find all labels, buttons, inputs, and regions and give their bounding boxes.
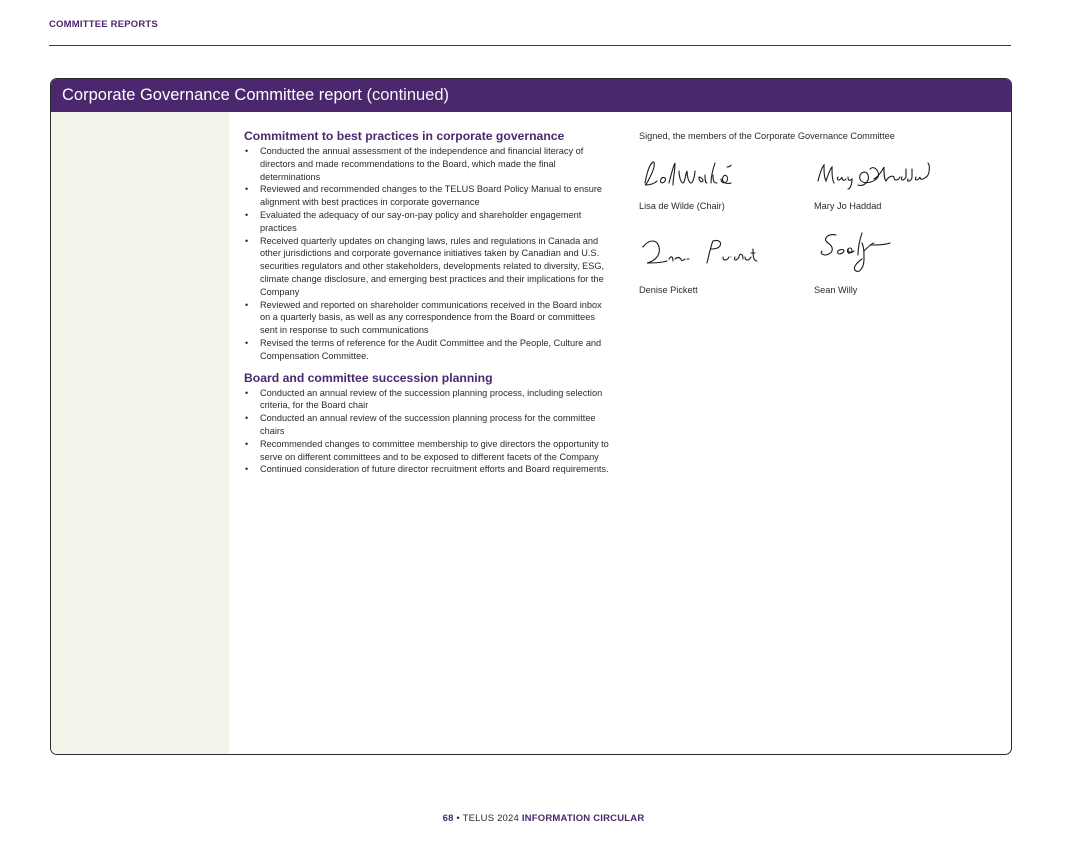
signature-block bbox=[639, 233, 799, 303]
list-item: • Recommended changes to committee membership to give directors the opportunity to serve on different committees and to be exposed to different facets of the Company bbox=[244, 438, 614, 464]
signature-grid bbox=[639, 141, 979, 321]
list-item: • Evaluated the adequacy of our say-on-pay policy and shareholder engagement practices bbox=[244, 209, 614, 235]
list-item: • Conducted the annual assessment of the independence and financial literacy of directors and made recommendations to the Board, which made the final determinations bbox=[244, 145, 614, 183]
list-item: • Continued consideration of future director recruitment efforts and Board requirements. bbox=[244, 463, 614, 476]
list-item: • Reviewed and recommended changes to the TELUS Board Policy Manual to ensure alignment with best practices in corporate governance bbox=[244, 183, 614, 209]
list-item: • Conducted an annual review of the succession planning process, including selection criteria, for the Board chair bbox=[244, 387, 614, 413]
list-item: • Reviewed and reported on shareholder communications received in the Board inbox on a quarterly basis, as well as any correspondence from the Board or committees sent in response to such communications bbox=[244, 299, 614, 337]
report-card bbox=[50, 78, 1012, 755]
left-band bbox=[51, 112, 229, 754]
footer-company-year: TELUS 2024 bbox=[462, 813, 522, 824]
section-best-practices bbox=[244, 129, 614, 363]
signature-mary-jo-haddad bbox=[814, 157, 944, 193]
section-title: Commitment to best practices in corporate governance bbox=[244, 129, 565, 143]
list-item: • Received quarterly updates on changing laws, rules and regulations in Canada and other jurisdictions and corporate governance initiatives taken by Canadian and U.S. securities regulators and other stakeholders, developments related to diversity, ESG, climate change disclosure, and emerging best practices and their implications for the Company bbox=[244, 235, 614, 299]
signer-name: Sean Willy bbox=[814, 285, 858, 295]
signer-name: Lisa de Wilde (Chair) bbox=[639, 201, 725, 211]
section-succession-planning bbox=[244, 371, 614, 477]
footer-doc-title: INFORMATION CIRCULAR bbox=[521, 813, 645, 824]
page-footer bbox=[0, 813, 1087, 824]
list-item: • Conducted an annual review of the succession planning process for the committee chairs bbox=[244, 412, 614, 438]
section-label: COMMITTEE REPORTS bbox=[49, 19, 158, 30]
page-number: 68 bbox=[442, 813, 454, 824]
signature-lisa-de-wilde bbox=[639, 157, 749, 193]
signature-sean-willy bbox=[814, 229, 914, 277]
signer-name: Denise Pickett bbox=[639, 285, 698, 295]
list-item: • Revised the terms of reference for the Audit Committee and the People, Culture and Compensation Committee. bbox=[244, 337, 614, 363]
main-column bbox=[244, 129, 614, 484]
top-rule bbox=[49, 45, 1011, 46]
signature-denise-pickett bbox=[639, 233, 769, 273]
signature-column bbox=[639, 131, 979, 321]
card-title-suffix: (continued) bbox=[361, 86, 450, 104]
signer-name: Mary Jo Haddad bbox=[814, 201, 882, 211]
bullet-list bbox=[244, 387, 614, 477]
section-title: Board and committee succession planning bbox=[244, 370, 493, 385]
bullet-list bbox=[244, 145, 614, 363]
signature-block bbox=[814, 229, 974, 299]
card-header bbox=[51, 79, 1011, 112]
signature-intro: Signed, the members of the Corporate Governance Committee bbox=[639, 131, 895, 141]
signature-block bbox=[814, 157, 974, 227]
card-title: Corporate Governance Committee report bbox=[62, 86, 362, 104]
signature-block bbox=[639, 157, 799, 227]
footer-separator: • bbox=[453, 813, 463, 824]
